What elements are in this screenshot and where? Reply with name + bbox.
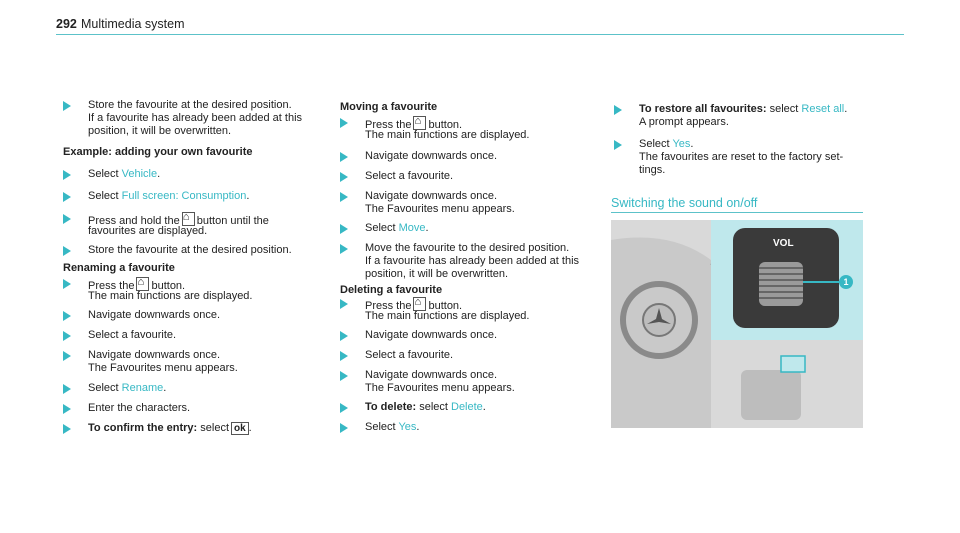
page-number: 292 [56, 17, 77, 31]
step-arrow-icon [63, 424, 71, 434]
home-icon [136, 277, 149, 291]
step-arrow-icon [63, 311, 71, 321]
step-text: Select Full screen: Consumption. [88, 190, 250, 202]
step-arrow-icon [63, 331, 71, 341]
step-arrow-icon [63, 404, 71, 414]
step-arrow-icon [63, 101, 71, 111]
step-arrow-icon [340, 118, 348, 128]
ok-icon: ok [231, 422, 249, 435]
section-rule [611, 212, 863, 213]
step-arrow-icon [63, 170, 71, 180]
step-arrow-icon [340, 331, 348, 341]
step-arrow-icon [340, 152, 348, 162]
step-text: Select Move. [365, 222, 429, 234]
step-arrow-icon [63, 279, 71, 289]
step-text: Press the⌂ button. [88, 277, 185, 293]
step-text: Select Rename. [88, 382, 167, 394]
home-icon [413, 297, 426, 311]
link-reset-all[interactable]: Reset all [801, 103, 845, 115]
step-arrow-icon [63, 192, 71, 202]
page-title: Multimedia system [81, 17, 185, 31]
step-text: The Favourites menu appears. [365, 203, 515, 215]
section-title: Switching the sound on/off [611, 196, 758, 210]
link-vehicle[interactable]: Vehicle [121, 168, 158, 180]
step-text: Press the⌂ button. [365, 297, 462, 313]
step-text: The Favourites menu appears. [365, 382, 515, 394]
vol-control-inset [711, 220, 863, 340]
vol-label: VOL [773, 238, 794, 249]
step-arrow-icon [63, 214, 71, 224]
step-text: Select a favourite. [365, 170, 454, 182]
dashboard-illustration [611, 220, 863, 428]
page-header [56, 14, 904, 35]
step-arrow-icon [340, 224, 348, 234]
step-text: To confirm the entry: select ok . [88, 422, 252, 434]
step-text: Navigate downwards once. [88, 349, 221, 361]
step-text: If a favourite has already been added at this [88, 112, 303, 124]
step-text: Move the favourite to the desired position. [365, 242, 570, 254]
step-text: Navigate downwards once. [365, 150, 498, 162]
link-yes[interactable]: Yes [672, 138, 691, 150]
deleting-heading: Deleting a favourite [340, 284, 443, 296]
step-arrow-icon [340, 423, 348, 433]
step-text: position, it will be overwritten. [365, 268, 509, 280]
step-text: tings. [639, 164, 666, 176]
link-yes[interactable]: Yes [398, 421, 417, 433]
step-text: A prompt appears. [639, 116, 729, 128]
step-text: favourites are displayed. [88, 225, 208, 237]
step-text: Select Vehicle. [88, 168, 161, 180]
step-text: The Favourites menu appears. [88, 362, 238, 374]
renaming-heading: Renaming a favourite [63, 262, 175, 274]
callout-1: 1 [839, 275, 853, 289]
link-rename[interactable]: Rename [121, 382, 164, 394]
step-text: Navigate downwards once. [88, 309, 221, 321]
step-text: Press the⌂ button. [365, 116, 462, 132]
step-arrow-icon [614, 105, 622, 115]
step-text: The favourites are reset to the factory set- [639, 151, 844, 163]
step-arrow-icon [63, 246, 71, 256]
step-arrow-icon [340, 371, 348, 381]
link-move[interactable]: Move [398, 222, 426, 234]
step-text: Store the favourite at the desired position. [88, 244, 292, 256]
step-arrow-icon [340, 172, 348, 182]
step-text: If a favourite has already been added at this [365, 255, 580, 267]
step-arrow-icon [340, 351, 348, 361]
step-text: Select Yes. [365, 421, 420, 433]
step-text: Enter the characters. [88, 402, 191, 414]
step-arrow-icon [340, 403, 348, 413]
step-text: Select Yes. [639, 138, 694, 150]
step-text: Store the favourite at the desired position. [88, 99, 292, 111]
step-text: Press and hold the⌂ button until the [88, 212, 269, 228]
step-arrow-icon [340, 192, 348, 202]
step-arrow-icon [614, 140, 622, 150]
link-full-screen-consumption[interactable]: Full screen: Consumption [121, 190, 247, 202]
step-text: The main functions are displayed. [365, 129, 530, 141]
step-text: To restore all favourites: select Reset all. [639, 103, 848, 115]
step-text: To delete: select Delete. [365, 401, 486, 413]
step-text: Select a favourite. [88, 329, 177, 341]
step-text: Navigate downwards once. [365, 329, 498, 341]
step-text: position, it will be overwritten. [88, 125, 232, 137]
moving-heading: Moving a favourite [340, 101, 438, 113]
step-text: The main functions are displayed. [88, 290, 253, 302]
home-icon [182, 212, 195, 226]
link-delete[interactable]: Delete [451, 401, 483, 413]
home-icon [413, 116, 426, 130]
step-arrow-icon [63, 384, 71, 394]
step-text: Navigate downwards once. [365, 369, 498, 381]
step-arrow-icon [340, 244, 348, 254]
step-text: The main functions are displayed. [365, 310, 530, 322]
step-arrow-icon [63, 351, 71, 361]
step-text: Select a favourite. [365, 349, 454, 361]
step-arrow-icon [340, 299, 348, 309]
example-heading: Example: adding your own favourite [63, 146, 253, 158]
step-text: Navigate downwards once. [365, 190, 498, 202]
